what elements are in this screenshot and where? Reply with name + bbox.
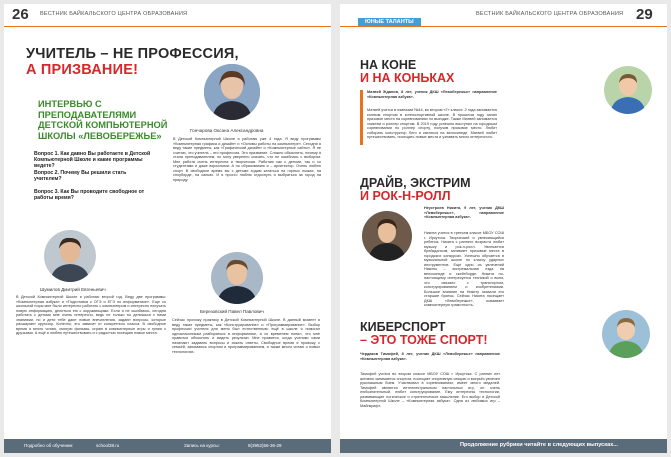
- caption-shumilov: Шумилов Дмитрий Евгеньевич: [40, 287, 106, 292]
- headline-line2: А ПРИЗВАНИЕ!: [26, 62, 139, 78]
- headline-3: [360, 321, 488, 347]
- left-page: [4, 4, 331, 453]
- footer-label-signup: Запись на курсы:: [184, 443, 220, 448]
- avatar-berezovsky: [211, 252, 263, 304]
- headline-2: [360, 177, 471, 203]
- headline-3-line1: КИБЕРСПОРТ: [360, 320, 446, 334]
- story-3-lead: Чердаков Тимофей, 8 лет, ученик ДКШ «Левобережье» направление «Компьютерная азбука».: [360, 352, 500, 361]
- page-footer-right: [340, 439, 667, 453]
- story-1-text: Матвей учится в гимназии №44, во втором «Г» классе. 2 года занимается конным спортом в конноспортивной школе. В прошлом году занял призовое место на соревнованиях по выездке. Также Матвей занимается хоккеем и роллер спортом. В 2019 году успешно выступил на городском соревновании по роллер спорту, получив призовое место. Любит собирать конструктор Лего и кататься на велосипеде. Матвей любит путешествовать, посещать новые места и узнавать много интересного.: [367, 108, 497, 139]
- caption-berezovsky: Березовский Павел Павлович: [200, 309, 264, 314]
- story-3-text-cont: [508, 362, 654, 434]
- headline-1-line1: НА КОНЕ: [360, 58, 417, 72]
- right-page: [340, 4, 667, 453]
- story-2-lead: Неустроев Никита, 9 лет, ученик ДКШ «Левобережье», направление «Компьютерная азбука».: [424, 206, 504, 219]
- text-goncharova: В Детской Компьютерной Школе я работаю уже 4 года. Я веду программы «Компьютерная графика и дизайн» и «Основы работы на компьютере». Сегодня я веду такие предметы, как «Графический дизайн» и «Компьютерные сайты». Я не считаю, что учитель – это профессия. Это призвание. Сложно объяснить, почему я стала преподавателем, но могу уверенно сказать, что не ошиблась с выбором. Мне работа очень интересна и творческая. Работаю как с детьми, так и со студентами и даже взрослыми. А по образованию я – архитектор. Очень люблю спорт. В свободное время вы с детьми ходим кататься на горных лыжах, на сноуборде, на санках. И я просто люблю отдохнуть и выбраться за город на природу.: [173, 137, 321, 182]
- footer-continuation: Продолжение рубрики читайте в следующих выпусках...: [460, 442, 618, 448]
- journal-title-right: ВЕСТНИК БАЙКАЛЬСКОГО ЦЕНТРА ОБРАЗОВАНИЯ: [476, 11, 624, 17]
- story-1-lead: Матвей Жданов, 8 лет, ученик ДКШ «Левобережье» направление «Компьютерная азбука».: [367, 90, 497, 99]
- story-3-text: Тимофей учится во втором классе МБОУ СОШ г. Иркутска. С ранних лет активно занимается спортом, посещает спортивную секцию и всерьёз увлечен рукопашным боем. Участвовал в соревнованиях, имеет много медалей. Тимофей является интеллектуальным настольных игр, он очень любознательный, любит конструирование. Ему интересны технологии, развивающие логическое и стратегическое мышление. Его выбор в Детской Компьютерной Школе – «Компьютерная азбука». Одна из любимых игр – Майнкрафт.: [360, 372, 500, 408]
- headline-3-line2: – ЭТО ТОЖЕ СПОРТ!: [360, 333, 488, 347]
- photo-cherdakov: [602, 310, 650, 358]
- avatar-shumilov: [44, 230, 96, 282]
- caption-goncharova: Гончарова Оксана Александровна: [190, 128, 264, 133]
- text-shumilov: В Детской Компьютерной Школе я работаю второй год. Веду две программы: «Компьютерная азбука» и «Подготовка к ОГЭ и ЕГЭ по информатике». Еще со школьной поры мне было интересно работать с компьютером и интересно получать новую информацию, делиться ею с окружающими. Если я не ошибаюсь, сегодня работать с детьми мне очень интересно, ведь не только ты делишься с ними знаниями, но и дети тебе дают новые впечатления, задают вопросы, которые расширяют кругозор. Конечно, это зависит от конкретного класса. В свободное время я много читаю, смотрю фильмы, играю в компьютерные игры и гуляю с друзьями. А ещё я люблю путешествовать и с радостью посещаю новые места.: [16, 295, 166, 335]
- text-berezovsky: Сейчас прохожу практику в Детской Компьютерной Школе. В данный момент я веду такие предметы, как «Конструирование» и «Программирование». Выбор профессии учителя для меня был естественным: ещё в школе я помогал одноклассникам разбираться в информатике, а со временем понял, что мне нравится объяснять и видеть результат. Мне нравится, когда ученики сами начинают задавать вопросы и искать ответы. Свободное время я провожу с семьёй, занимаюсь спортом и программированием, а также много читаю о новых технологиях.: [172, 318, 320, 354]
- question-1: Вопрос 1. Как давно Вы работаете в Детской Компьютерной Школе и какие программы ведете?: [34, 151, 151, 170]
- headline: [26, 46, 239, 78]
- accent-bar: [360, 90, 363, 145]
- question-2: Вопрос 2. Почему Вы решили стать учителем?: [34, 170, 127, 183]
- headline-1-line2: И НА КОНЬКАХ: [360, 71, 455, 85]
- section-tag: ЮНЫЕ ТАЛАНТЫ: [358, 18, 421, 26]
- photo-neustroev: [362, 211, 412, 261]
- subheadline: ИНТЕРВЬЮ С ПРЕПОДАВАТЕЛЯМИ ДЕТСКОЙ КОМПЬЮТЕРНОЙ ШКОЛЫ «ЛЕВОБЕРЕЖЬЕ»: [38, 99, 168, 141]
- story-2-text-cont: [512, 202, 654, 312]
- avatar-goncharova: [204, 64, 260, 120]
- story-2-text: Никита учится в третьем классе МБОУ СОШ г. Иркутска. Творческий и увлекающийся ребенок, Никита с раннего возраста любит музыку и рок-н-ролл. Увлекается брейкдансом, занимает призовые места в городских конкурсах. Успешно обучается в музыкальной школе по классу ударных инструментов. Еще одно из увлечений Никиты – экстремальная езда на велосипеде и скейтборде. Никита по-настоящему интересуется техникой и всем, что связано с транспортом, конструированием и изобретениями. Большое влияние на Никиту оказали его старшие братья. Сейчас Никита посещает ДКШ «Левобережье», осваивает компьютерную грамотность.: [424, 231, 504, 307]
- photo-zhdanov: [604, 66, 652, 114]
- page-number: 26: [12, 6, 29, 23]
- headline-1: [360, 59, 454, 85]
- footer-label-info: Подробно об обучении:: [24, 443, 74, 448]
- journal-title: ВЕСТНИК БАЙКАЛЬСКОГО ЦЕНТРА ОБРАЗОВАНИЯ: [40, 11, 188, 17]
- page-footer: [4, 439, 331, 453]
- footer-link-site[interactable]: school38.ru: [96, 443, 120, 448]
- headline-2-line1: ДРАЙВ, ЭКСТРИМ: [360, 176, 471, 190]
- headline-line1: УЧИТЕЛЬ – НЕ ПРОФЕССИЯ,: [26, 46, 239, 62]
- page-header: [4, 4, 331, 27]
- footer-phone: 8(3952)56-36-29: [248, 443, 282, 448]
- story-1-text-cont: [506, 88, 578, 142]
- headline-2-line2: И РОК-Н-РОЛЛ: [360, 189, 451, 203]
- page-number-right: 29: [636, 6, 653, 23]
- question-3: Вопрос 3. Как Вы проводите свободное от работы время?: [34, 189, 145, 202]
